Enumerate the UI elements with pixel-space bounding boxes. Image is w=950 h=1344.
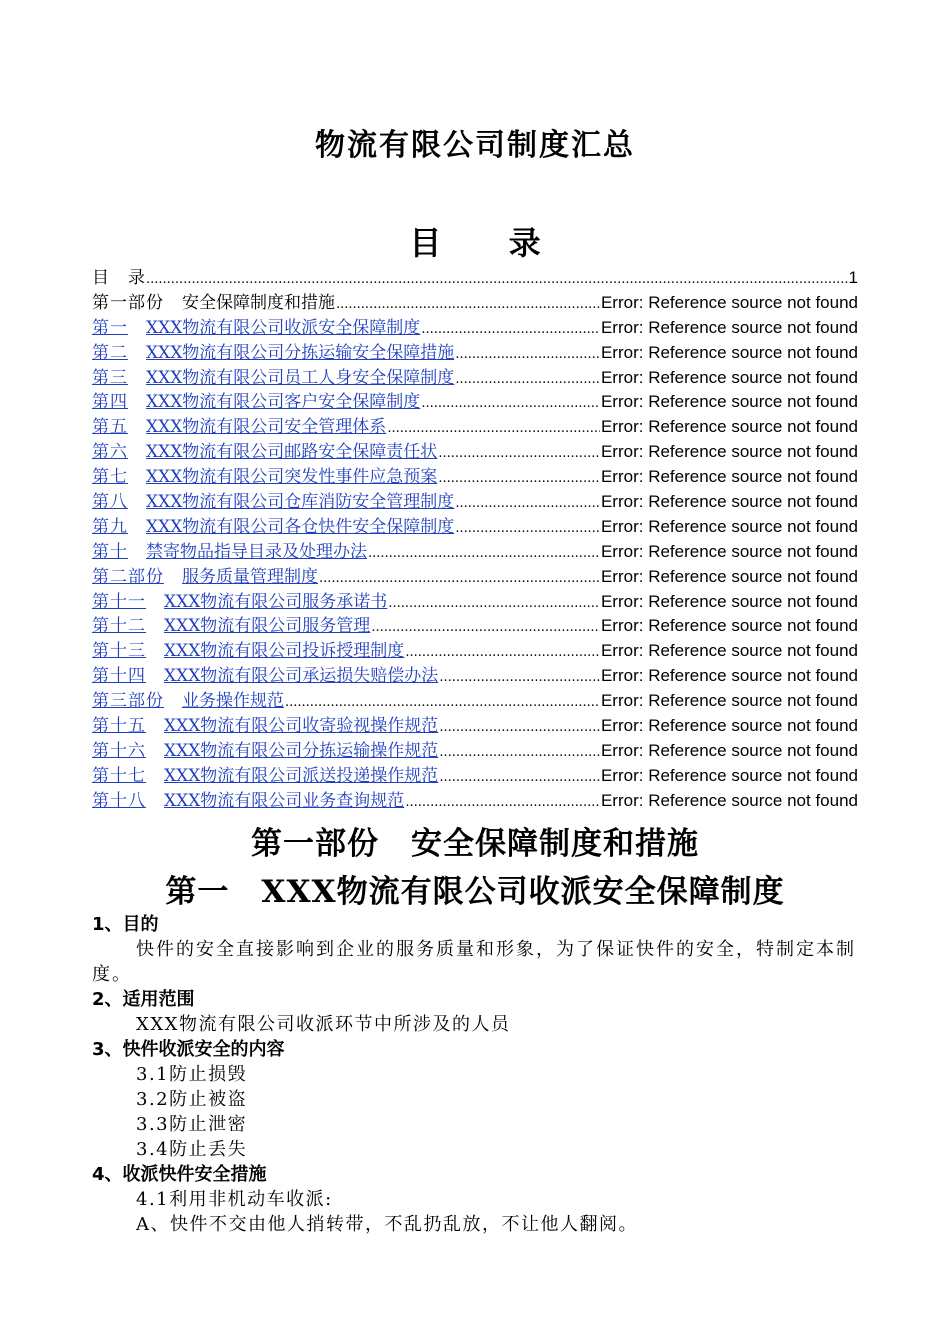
toc-page-ref: Error: Reference source not found (600, 591, 858, 611)
toc-leader-dots (439, 741, 600, 766)
toc-page-ref: Error: Reference source not found (600, 716, 858, 736)
toc-entry-number: 第十三 (92, 641, 146, 662)
toc-entry-number: 第十六 (92, 740, 146, 761)
toc-leader-dots (405, 641, 600, 666)
toc-entry-text: XXX物流有限公司分拣运输操作规范 (164, 740, 439, 761)
list-item: 3.1防止损毁 (136, 1064, 248, 1085)
toc-link[interactable] (92, 664, 438, 689)
toc-row[interactable] (92, 639, 858, 664)
toc-link[interactable] (92, 465, 437, 490)
chapter-heading: 第一 XXX物流有限公司收派安全保障制度 (165, 874, 785, 910)
toc-page-ref: Error: Reference source not found (600, 467, 858, 487)
toc-link[interactable] (92, 764, 438, 789)
toc-entry-number: 第十四 (92, 666, 146, 687)
toc-link[interactable] (92, 689, 284, 714)
toc-page-ref: Error: Reference source not found (600, 790, 858, 810)
toc-leader-dots (439, 766, 600, 791)
toc-row[interactable] (92, 415, 858, 440)
toc-leader-dots (438, 442, 600, 467)
paragraph: XXX物流有限公司收派环节中所涉及的人员 (136, 1014, 511, 1035)
list-item: 3.4防止丢失 (136, 1139, 248, 1160)
toc-link[interactable] (92, 714, 438, 739)
toc-entry-number: 第二 (92, 342, 128, 363)
toc-page-ref: Error: Reference source not found (600, 317, 858, 337)
toc-page-ref: Error: Reference source not found (600, 442, 858, 462)
section-title: 1、目的 (92, 914, 159, 935)
toc-title: 目 录 (409, 224, 569, 262)
toc-entry (92, 266, 145, 291)
toc-row[interactable] (92, 366, 858, 391)
toc-leader-dots (371, 616, 600, 641)
toc-entry-number: 第十一 (92, 591, 146, 612)
toc-entry-number: 第十八 (92, 790, 146, 811)
toc-page-ref: Error: Reference source not found (600, 616, 858, 636)
toc-leader-dots (388, 592, 600, 617)
toc-entry-text: XXX物流有限公司承运损失赔偿办法 (164, 666, 439, 687)
toc-entry-number: 第一 (92, 317, 128, 338)
toc-link[interactable] (92, 789, 404, 814)
toc-entry-number: 第六 (92, 442, 128, 463)
toc-row[interactable] (92, 739, 858, 764)
section-title: 2、适用范围 (92, 989, 195, 1010)
toc-row[interactable] (92, 689, 858, 714)
part-heading: 第一部份 安全保障制度和措施 (251, 826, 699, 862)
toc-entry-number: 第二部份 (92, 566, 164, 587)
toc-entry-text: 业务操作规范 (182, 691, 284, 712)
paragraph: 快件的安全直接影响到企业的服务质量和形象，为了保证快件的安全，特制定本制度。 (92, 939, 856, 985)
toc-entry-text: 禁寄物品指导目录及处理办法 (146, 541, 367, 562)
toc-row[interactable] (92, 540, 858, 565)
toc-leader-dots (421, 318, 600, 343)
toc-entry-text: XXX物流有限公司客户安全保障制度 (146, 392, 421, 413)
toc-entry-text: XXX物流有限公司各仓快件安全保障制度 (146, 516, 455, 537)
list-item: 3.2防止被盗 (136, 1089, 248, 1110)
toc-leader-dots (336, 293, 600, 318)
toc-leader-dots (405, 791, 600, 816)
toc-entry-number: 第三 (92, 367, 128, 388)
toc-entry (92, 291, 335, 316)
toc-row[interactable] (92, 515, 858, 540)
paragraph: A、快件不交由他人捎转带，不乱扔乱放，不让他人翻阅。 (136, 1214, 638, 1235)
toc-entry-number: 第八 (92, 492, 128, 513)
toc-leader-dots (285, 691, 600, 716)
toc-row[interactable] (92, 341, 858, 366)
toc-link[interactable] (92, 565, 318, 590)
toc-leader-dots (455, 343, 600, 368)
toc-leader-dots (455, 492, 600, 517)
toc-link[interactable] (92, 590, 387, 615)
toc-entry-number: 第十 (92, 541, 128, 562)
toc-row[interactable] (92, 764, 858, 789)
toc-row[interactable] (92, 789, 858, 814)
toc-entry-text: XXX物流有限公司安全管理体系 (146, 417, 387, 438)
document-body (92, 912, 862, 1237)
toc-entry-text: XXX物流有限公司服务承诺书 (164, 591, 388, 612)
toc-page-ref: Error: Reference source not found (600, 417, 858, 437)
toc-row[interactable] (92, 465, 858, 490)
toc-row[interactable] (92, 714, 858, 739)
toc-page-ref: 1 (848, 268, 858, 287)
toc-leader-dots (455, 368, 600, 393)
toc-link[interactable] (92, 515, 454, 540)
toc-page-ref: Error: Reference source not found (600, 292, 858, 312)
toc-link[interactable] (92, 390, 420, 415)
toc-link[interactable] (92, 540, 367, 565)
toc-link[interactable] (92, 614, 370, 639)
toc-link[interactable] (92, 739, 438, 764)
toc-page-ref: Error: Reference source not found (600, 492, 858, 512)
toc-entry-text: 录 (128, 268, 145, 288)
toc-link[interactable] (92, 341, 454, 366)
toc-page-ref: Error: Reference source not found (600, 516, 858, 536)
toc-row[interactable] (92, 590, 858, 615)
toc-entry-number: 第七 (92, 467, 128, 488)
section-title: 4、收派快件安全措施 (92, 1164, 267, 1185)
toc-entry-text: 服务质量管理制度 (182, 566, 318, 587)
toc-page-ref: Error: Reference source not found (600, 566, 858, 586)
toc-entry-number: 第四 (92, 392, 128, 413)
toc-leader-dots (439, 716, 600, 741)
toc-leader-dots (421, 392, 600, 417)
toc-entry-text: XXX物流有限公司分拣运输安全保障措施 (146, 342, 455, 363)
toc-entry-number: 第九 (92, 516, 128, 537)
toc-row[interactable] (92, 316, 858, 341)
toc-entry-text: XXX物流有限公司仓库消防安全管理制度 (146, 492, 455, 513)
toc-page-ref: Error: Reference source not found (600, 666, 858, 686)
toc-entry-text: XXX物流有限公司服务管理 (164, 616, 371, 637)
toc-row[interactable] (92, 390, 858, 415)
document-title: 物流有限公司制度汇总 (315, 128, 635, 163)
section-title: 3、快件收派安全的内容 (92, 1039, 285, 1060)
list-item: 3.3防止泄密 (136, 1114, 248, 1135)
toc-page-ref: Error: Reference source not found (600, 342, 858, 362)
subsection-title: 4.1利用非机动车收派: (136, 1189, 333, 1210)
toc-link[interactable] (92, 639, 404, 664)
toc-entry-text: XXX物流有限公司邮路安全保障责任状 (146, 442, 438, 463)
toc-link[interactable] (92, 440, 437, 465)
toc-entry-number: 第五 (92, 417, 128, 438)
toc-page-ref: Error: Reference source not found (600, 367, 858, 387)
toc-row[interactable] (92, 664, 858, 689)
toc-leader-dots (146, 268, 848, 293)
toc-entry-number: 第一部份 (92, 292, 164, 313)
toc-row[interactable] (92, 565, 858, 590)
toc-link[interactable] (92, 415, 386, 440)
toc-leader-dots (319, 567, 600, 592)
toc-leader-dots (439, 666, 600, 691)
toc-entry-text: XXX物流有限公司派送投递操作规范 (164, 765, 439, 786)
toc-entry-number: 第十五 (92, 716, 146, 737)
toc-entry-text: XXX物流有限公司投诉授理制度 (164, 641, 405, 662)
toc-leader-dots (438, 467, 600, 492)
toc-leader-dots (387, 417, 600, 442)
toc-page-ref: Error: Reference source not found (600, 392, 858, 412)
toc-link[interactable] (92, 316, 420, 341)
toc-entry-text: XXX物流有限公司收寄验视操作规范 (164, 716, 439, 737)
toc-row[interactable] (92, 490, 858, 515)
toc-row[interactable] (92, 614, 858, 639)
toc-entry-text: XXX物流有限公司员工人身安全保障制度 (146, 367, 455, 388)
toc-row (92, 266, 858, 291)
toc-page-ref: Error: Reference source not found (600, 641, 858, 661)
toc-entry-number: 第三部份 (92, 691, 164, 712)
toc-entry-number: 第十二 (92, 616, 146, 637)
toc-row (92, 291, 858, 316)
toc-entry-number: 目 (92, 268, 110, 288)
toc-entry-text: XXX物流有限公司业务查询规范 (164, 790, 405, 811)
toc-leader-dots (455, 517, 600, 542)
table-of-contents (92, 266, 858, 814)
toc-leader-dots (368, 542, 600, 567)
toc-entry-text: XXX物流有限公司突发性事件应急预案 (146, 467, 438, 488)
toc-page-ref: Error: Reference source not found (600, 740, 858, 760)
toc-page-ref: Error: Reference source not found (600, 765, 858, 785)
toc-entry-number: 第十七 (92, 765, 146, 786)
toc-entry-text: XXX物流有限公司收派安全保障制度 (146, 317, 421, 338)
toc-page-ref: Error: Reference source not found (600, 541, 858, 561)
toc-page-ref: Error: Reference source not found (600, 691, 858, 711)
toc-row[interactable] (92, 440, 858, 465)
toc-link[interactable] (92, 490, 454, 515)
toc-entry-text: 安全保障制度和措施 (182, 292, 335, 313)
toc-link[interactable] (92, 366, 454, 391)
